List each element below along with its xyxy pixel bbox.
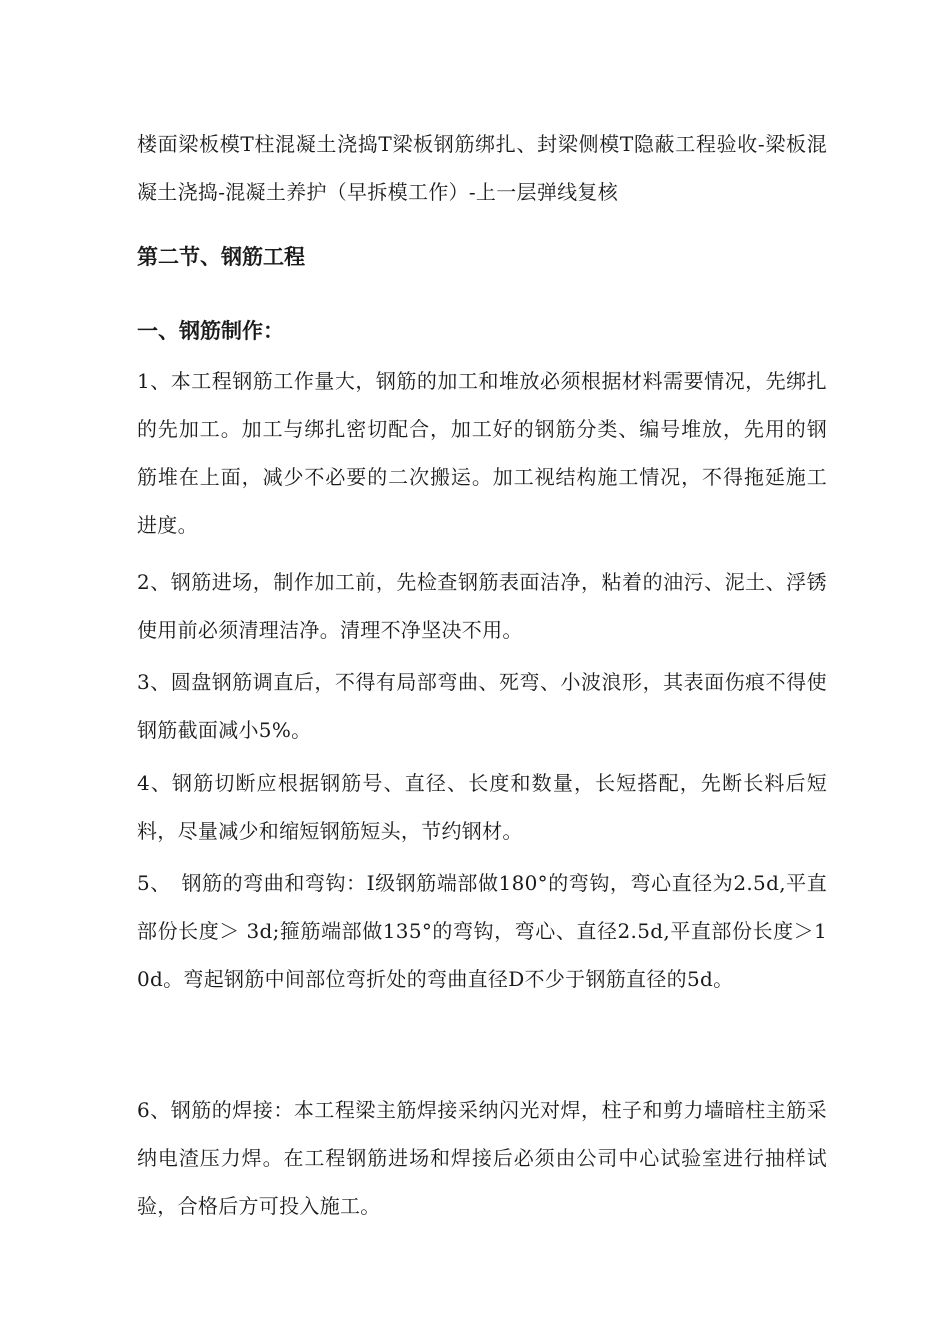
paragraph-item-3: 3、圆盘钢筋调直后，不得有局部弯曲、死弯、小波浪形，其表面伤痕不得使钢筋截面减小5%。	[137, 670, 827, 742]
paragraph-item-5: 5、 钢筋的弯曲和弯钩：I级钢筋端部做180°的弯钩，弯心直径为2.5d,平直部份长度＞ 3d;箍筋端部做135°的弯钩，弯心、直径2.5d,平直部份长度＞10d。弯起钢筋中间部位弯折处的弯曲直径D不少于钢筋直径的5d。	[137, 871, 827, 991]
subsection-title: 一、钢筋制作：	[137, 318, 284, 343]
paragraph-item-2: 2、钢筋进场，制作加工前，先检查钢筋表面洁净，粘着的油污、泥土、浮锈使用前必须清理洁净。清理不净坚决不用。	[137, 570, 827, 642]
paragraph-item-4: 4、钢筋切断应根据钢筋号、直径、长度和数量，长短搭配，先断长料后短料，尽量减少和缩短钢筋短头，节约钢材。	[137, 771, 827, 843]
paragraph-item-1: 1、本工程钢筋工作量大，钢筋的加工和堆放必须根据材料需要情况，先绑扎的先加工。加工与绑扎密切配合，加工好的钢筋分类、编号堆放，先用的钢筋堆在上面，减少不必要的二次搬运。加工视结构施工情况，不得拖延施工进度。	[137, 369, 827, 537]
intro-paragraph: 楼面梁板模T柱混凝土浇捣T梁板钢筋绑扎、封梁侧模T隐蔽工程验收-梁板混凝土浇捣-混凝土养护（早拆模工作）-上一层弹线复核	[137, 132, 827, 204]
section-title: 第二节、钢筋工程	[137, 244, 305, 269]
paragraph-item-6: 6、钢筋的焊接：本工程梁主筋焊接采纳闪光对焊，柱子和剪力墙暗柱主筋采纳电渣压力焊。在工程钢筋进场和焊接后必须由公司中心试验室进行抽样试验，合格后方可投入施工。	[137, 1098, 827, 1218]
